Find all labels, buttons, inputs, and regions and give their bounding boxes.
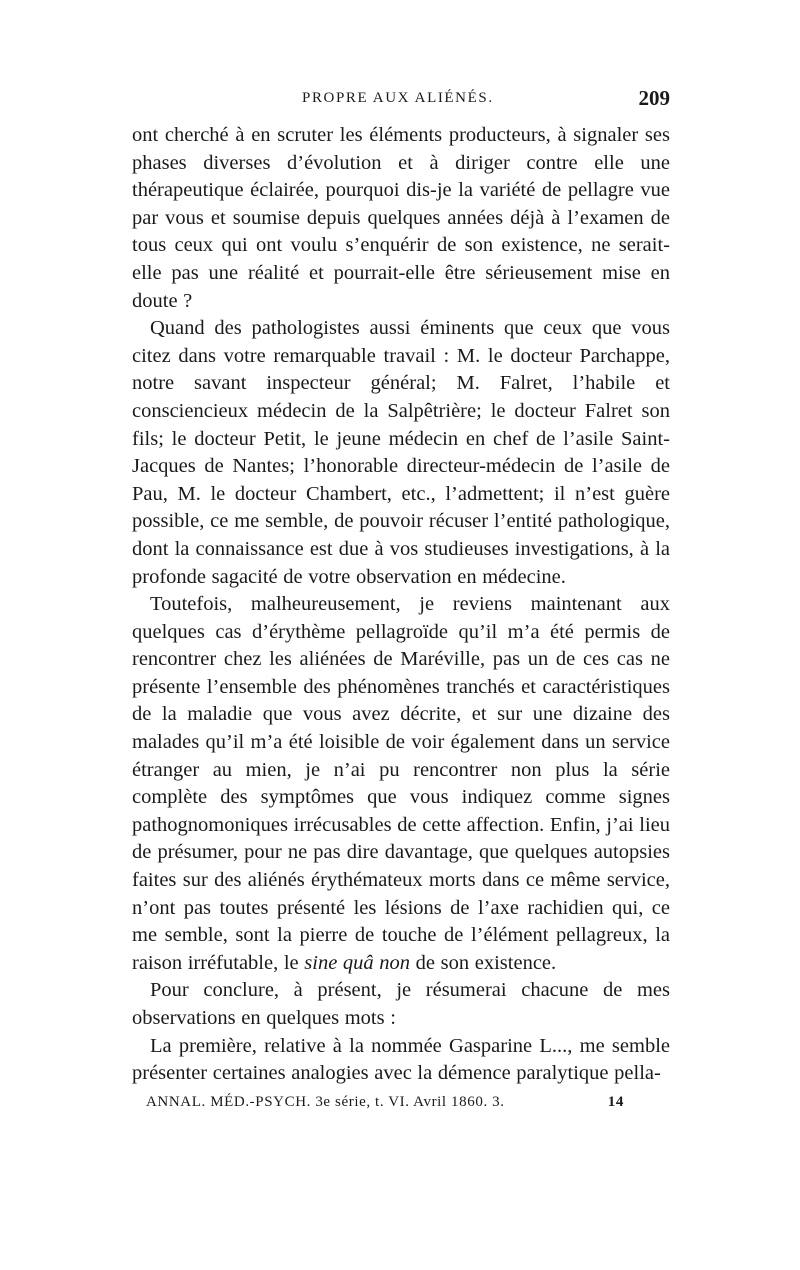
running-title: PROPRE AUX ALIÉNÉS. <box>302 90 494 106</box>
paragraph-3-text-after: de son existence. <box>410 951 557 974</box>
book-page <box>132 88 670 1120</box>
sheet-number: 14 <box>607 1093 624 1110</box>
signature-line: ANNAL. MÉD.-PSYCH. 3e série, t. VI. Avril 1860. 3. <box>146 1093 505 1110</box>
paragraph-5: La première, relative à la nommée Gasparine L..., me semble présenter certaines analogies avec la démence paralytique pella- <box>132 1034 670 1085</box>
running-head <box>132 88 670 122</box>
paragraph-3 <box>132 591 670 977</box>
paragraph-1: ont cherché à en scruter les éléments producteurs, à signaler ses phases diverses d’évolution et à diriger contre elle une thérapeutique éclairée, pourquoi dis-je la variété de pellagre vue par vous et soumise depuis quelques années déjà à l’examen de tous ceux qui ont voulu s’enquérir de son existence, ne serait-elle pas une réalité et pourrait-elle être sérieusement mise en doute ? <box>132 124 670 312</box>
signature-footer <box>132 1094 670 1120</box>
paragraph-4: Pour conclure, à présent, je résumerai chacune de mes observations en quelques mots : <box>132 979 670 1029</box>
body-text <box>132 122 670 1088</box>
page-number: 209 <box>638 86 670 110</box>
paragraph-3-text-before: Toutefois, malheureusement, je reviens maintenant aux quelques cas d’érythème pellagroïde qu’il m’a été permis de rencontrer chez les aliénées de Maréville, pas un de ces cas ne présente l’ensemble des phénomènes tranchés et caractéristiques de la maladie que vous avez décrite, et sur une dizaine des malades qu’il m’a été loisible de voir également dans un service étranger au mien, je n’ai pu rencontrer non plus la série complète des symptômes que vous indiquez comme signes pathognomoniques irrécusables de cette affection. Enfin, j’ai lieu de présumer, pour ne pas dire davantage, que quelques autopsies faites sur des aliénés érythémateux morts dans ce même service, n’ont pas toutes présenté les lésions de l’axe rachidien qui, ce me semble, sont la pierre de touche de l’élément pellagreux, la raison irréfutable, le <box>132 593 670 974</box>
latin-phrase: sine quâ non <box>304 951 411 974</box>
paragraph-2: Quand des pathologistes aussi éminents que ceux que vous citez dans votre remarquable travail : M. le docteur Parchappe, notre savant inspecteur général; M. Falret, l’habile et consciencieux médecin de la Salpêtrière; le docteur Falret son fils; le docteur Petit, le jeune médecin en chef de l’asile Saint-Jacques de Nantes; l’honorable directeur-médecin de l’asile de Pau, M. le docteur Chambert, etc., l’admettent; il n’est guère possible, ce me semble, de pouvoir récuser l’entité pathologique, dont la connaissance est due à vos studieuses investigations, à la profonde sagacité de votre observation en médecine. <box>132 317 670 588</box>
